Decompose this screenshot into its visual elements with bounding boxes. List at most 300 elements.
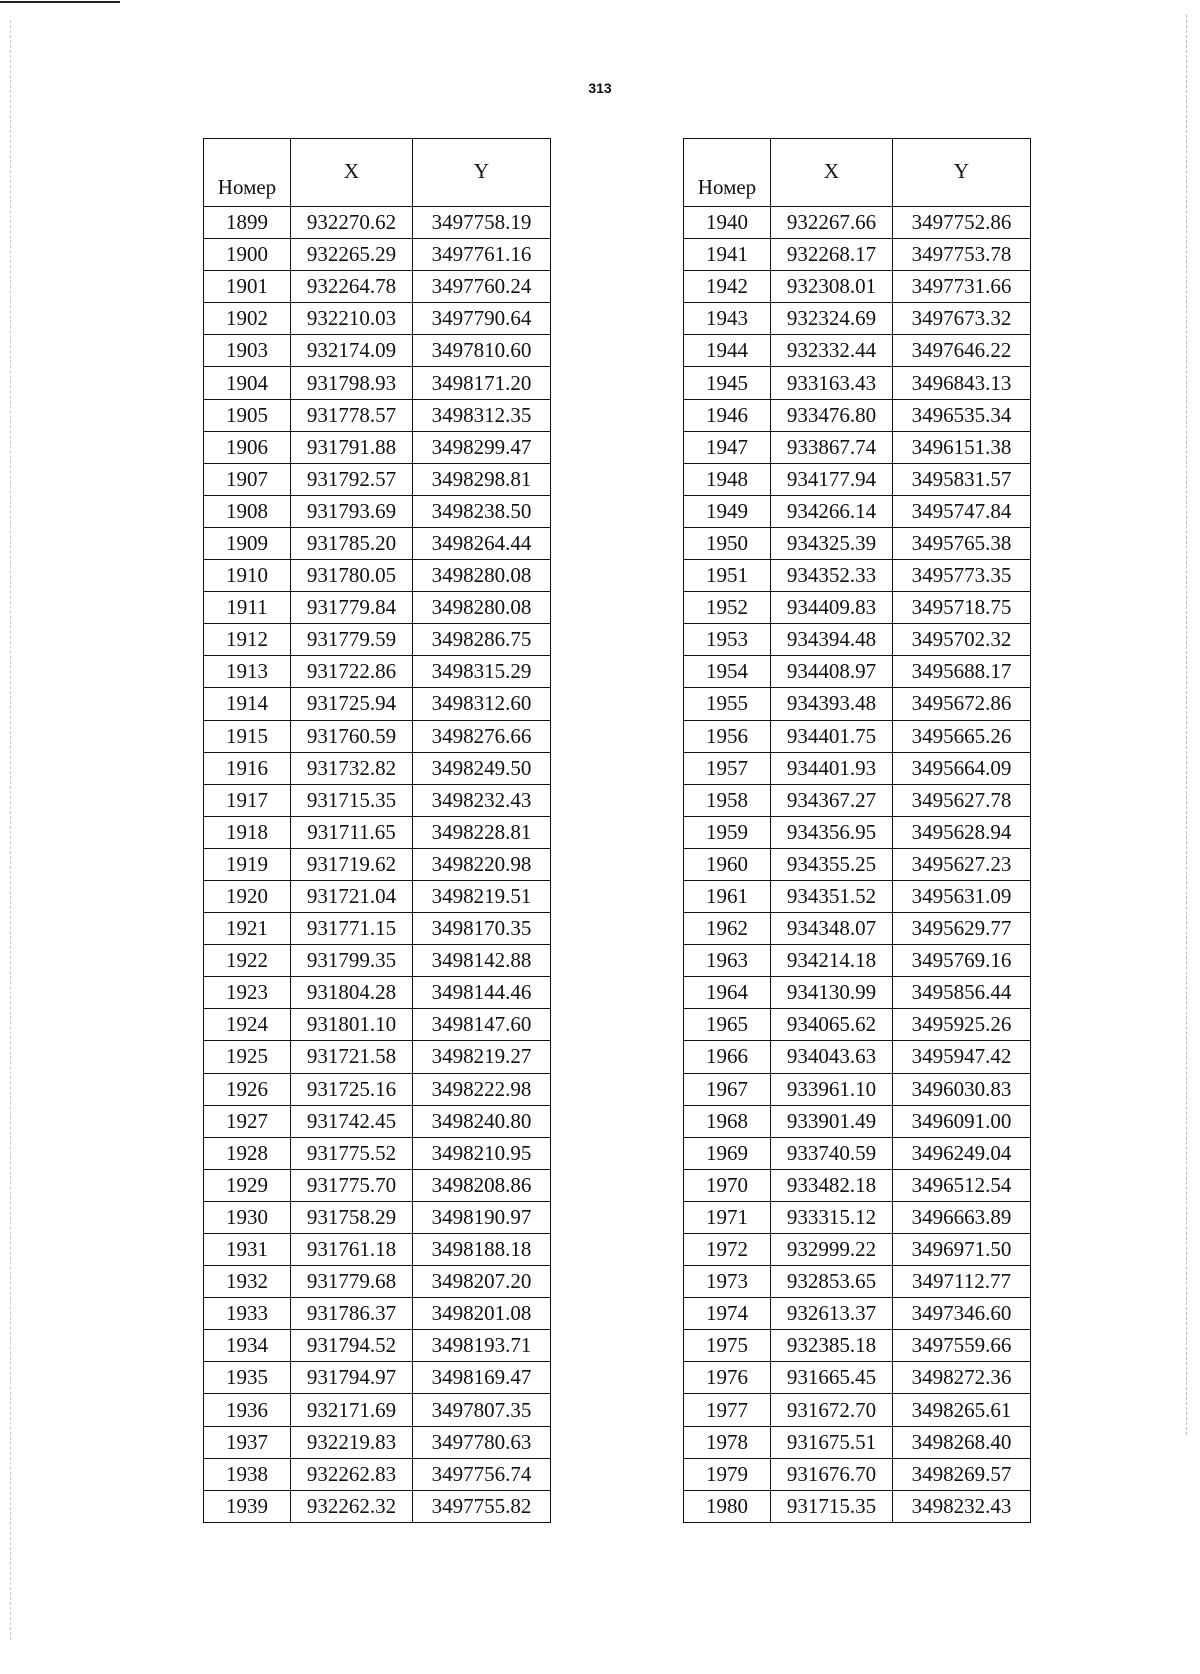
cell-number: 1931 [204, 1234, 291, 1266]
header-y: Y [893, 139, 1031, 207]
cell-number: 1930 [204, 1201, 291, 1233]
cell-y: 3495628.94 [893, 816, 1031, 848]
cell-y: 3498147.60 [413, 1009, 551, 1041]
cell-y: 3498232.43 [893, 1490, 1031, 1522]
cell-x: 931792.57 [291, 463, 413, 495]
table-row [684, 913, 1031, 945]
table-row [204, 1137, 551, 1169]
cell-y: 3498210.95 [413, 1137, 551, 1169]
cell-y: 3497753.78 [893, 239, 1031, 271]
cell-x: 932219.83 [291, 1426, 413, 1458]
cell-number: 1955 [684, 688, 771, 720]
cell-x: 934266.14 [771, 495, 893, 527]
table-row [204, 463, 551, 495]
table-row [204, 367, 551, 399]
cell-x: 931725.16 [291, 1073, 413, 1105]
table-row [684, 495, 1031, 527]
table-row [204, 1073, 551, 1105]
cell-y: 3498208.86 [413, 1169, 551, 1201]
cell-x: 931786.37 [291, 1298, 413, 1330]
table-row [204, 592, 551, 624]
table-row [684, 1041, 1031, 1073]
cell-x: 932613.37 [771, 1298, 893, 1330]
table-row [684, 1266, 1031, 1298]
cell-x: 931665.45 [771, 1362, 893, 1394]
cell-x: 931676.70 [771, 1458, 893, 1490]
cell-number: 1905 [204, 399, 291, 431]
table-row [684, 816, 1031, 848]
cell-y: 3498264.44 [413, 527, 551, 559]
cell-y: 3496249.04 [893, 1137, 1031, 1169]
cell-x: 931794.97 [291, 1362, 413, 1394]
table-row [684, 1298, 1031, 1330]
table-row [684, 207, 1031, 239]
cell-number: 1933 [204, 1298, 291, 1330]
cell-y: 3496030.83 [893, 1073, 1031, 1105]
cell-number: 1964 [684, 977, 771, 1009]
table-row [204, 239, 551, 271]
cell-number: 1949 [684, 495, 771, 527]
table-row [684, 624, 1031, 656]
cell-x: 934352.33 [771, 560, 893, 592]
cell-y: 3495856.44 [893, 977, 1031, 1009]
cell-x: 934348.07 [771, 913, 893, 945]
cell-x: 933163.43 [771, 367, 893, 399]
cell-y: 3498144.46 [413, 977, 551, 1009]
table-row [684, 592, 1031, 624]
cell-x: 932267.66 [771, 207, 893, 239]
cell-x: 931804.28 [291, 977, 413, 1009]
cell-y: 3498315.29 [413, 656, 551, 688]
cell-number: 1920 [204, 880, 291, 912]
cell-number: 1899 [204, 207, 291, 239]
cell-x: 931801.10 [291, 1009, 413, 1041]
cell-number: 1967 [684, 1073, 771, 1105]
table-row [684, 688, 1031, 720]
cell-number: 1903 [204, 335, 291, 367]
cell-y: 3495925.26 [893, 1009, 1031, 1041]
cell-x: 932262.83 [291, 1458, 413, 1490]
cell-number: 1927 [204, 1105, 291, 1137]
cell-number: 1947 [684, 431, 771, 463]
cell-y: 3497780.63 [413, 1426, 551, 1458]
cell-y: 3498286.75 [413, 624, 551, 656]
table-row [204, 656, 551, 688]
cell-x: 932174.09 [291, 335, 413, 367]
cell-x: 934043.63 [771, 1041, 893, 1073]
header-number: Номер [204, 139, 291, 207]
header-x: X [291, 139, 413, 207]
cell-x: 934401.75 [771, 720, 893, 752]
table-row [684, 367, 1031, 399]
cell-x: 931779.84 [291, 592, 413, 624]
cell-y: 3498220.98 [413, 848, 551, 880]
cell-x: 934408.97 [771, 656, 893, 688]
cell-y: 3498201.08 [413, 1298, 551, 1330]
cell-x: 931780.05 [291, 560, 413, 592]
cell-x: 932385.18 [771, 1330, 893, 1362]
cell-y: 3498249.50 [413, 752, 551, 784]
table-row [684, 1490, 1031, 1522]
table-row [684, 1009, 1031, 1041]
table-row [684, 1426, 1031, 1458]
cell-number: 1965 [684, 1009, 771, 1041]
cell-x: 932999.22 [771, 1234, 893, 1266]
cell-number: 1956 [684, 720, 771, 752]
table-row [684, 752, 1031, 784]
cell-number: 1929 [204, 1169, 291, 1201]
table-row [204, 1490, 551, 1522]
cell-x: 932308.01 [771, 271, 893, 303]
cell-number: 1926 [204, 1073, 291, 1105]
cell-y: 3495947.42 [893, 1041, 1031, 1073]
table-row [684, 527, 1031, 559]
cell-number: 1951 [684, 560, 771, 592]
cell-y: 3498207.20 [413, 1266, 551, 1298]
cell-number: 1936 [204, 1394, 291, 1426]
cell-y: 3497112.77 [893, 1266, 1031, 1298]
cell-number: 1952 [684, 592, 771, 624]
cell-number: 1976 [684, 1362, 771, 1394]
table-header-row [684, 139, 1031, 207]
cell-y: 3498170.35 [413, 913, 551, 945]
cell-number: 1971 [684, 1201, 771, 1233]
cell-y: 3497346.60 [893, 1298, 1031, 1330]
table-row [204, 624, 551, 656]
cell-y: 3495765.38 [893, 527, 1031, 559]
cell-y: 3495631.09 [893, 880, 1031, 912]
cell-number: 1966 [684, 1041, 771, 1073]
cell-number: 1925 [204, 1041, 291, 1073]
cell-y: 3495627.78 [893, 784, 1031, 816]
table-row [204, 848, 551, 880]
cell-y: 3498272.36 [893, 1362, 1031, 1394]
cell-x: 934130.99 [771, 977, 893, 1009]
table-row [684, 463, 1031, 495]
scan-edge-right [1186, 15, 1188, 1435]
table-row [204, 1266, 551, 1298]
cell-number: 1968 [684, 1105, 771, 1137]
cell-number: 1944 [684, 335, 771, 367]
cell-x: 931775.52 [291, 1137, 413, 1169]
cell-number: 1941 [684, 239, 771, 271]
header-y: Y [413, 139, 551, 207]
cell-y: 3497673.32 [893, 303, 1031, 335]
cell-x: 931758.29 [291, 1201, 413, 1233]
cell-number: 1919 [204, 848, 291, 880]
cell-y: 3498232.43 [413, 784, 551, 816]
top-edge-line [0, 1, 120, 3]
table-row [204, 752, 551, 784]
table-row [204, 1426, 551, 1458]
cell-x: 931721.58 [291, 1041, 413, 1073]
cell-number: 1972 [684, 1234, 771, 1266]
cell-y: 3497559.66 [893, 1330, 1031, 1362]
cell-x: 931778.57 [291, 399, 413, 431]
cell-x: 933476.80 [771, 399, 893, 431]
scan-edge-left [10, 20, 12, 1640]
table-row [684, 399, 1031, 431]
cell-y: 3497790.64 [413, 303, 551, 335]
table-row [684, 271, 1031, 303]
cell-number: 1909 [204, 527, 291, 559]
table-row [684, 1137, 1031, 1169]
cell-number: 1915 [204, 720, 291, 752]
cell-x: 931775.70 [291, 1169, 413, 1201]
cell-y: 3498169.47 [413, 1362, 551, 1394]
coordinates-table-left [203, 138, 551, 1523]
cell-x: 931760.59 [291, 720, 413, 752]
cell-x: 931794.52 [291, 1330, 413, 1362]
table-row [204, 303, 551, 335]
table-header-row [204, 139, 551, 207]
cell-x: 933961.10 [771, 1073, 893, 1105]
cell-y: 3497756.74 [413, 1458, 551, 1490]
cell-number: 1958 [684, 784, 771, 816]
table-row [204, 335, 551, 367]
table-row [684, 303, 1031, 335]
table-row [684, 1330, 1031, 1362]
cell-number: 1945 [684, 367, 771, 399]
cell-number: 1934 [204, 1330, 291, 1362]
table-row [204, 527, 551, 559]
table-row [204, 1041, 551, 1073]
table-row [684, 1458, 1031, 1490]
cell-y: 3498228.81 [413, 816, 551, 848]
cell-number: 1901 [204, 271, 291, 303]
cell-x: 933315.12 [771, 1201, 893, 1233]
cell-number: 1904 [204, 367, 291, 399]
cell-x: 934367.27 [771, 784, 893, 816]
cell-y: 3495664.09 [893, 752, 1031, 784]
table-row [684, 977, 1031, 1009]
table-row [204, 945, 551, 977]
cell-x: 932210.03 [291, 303, 413, 335]
cell-x: 932270.62 [291, 207, 413, 239]
cell-y: 3498298.81 [413, 463, 551, 495]
table-row [204, 1394, 551, 1426]
cell-number: 1977 [684, 1394, 771, 1426]
table-row [684, 335, 1031, 367]
table-row [684, 656, 1031, 688]
cell-y: 3498240.80 [413, 1105, 551, 1137]
cell-y: 3498222.98 [413, 1073, 551, 1105]
table-row [204, 271, 551, 303]
cell-number: 1942 [684, 271, 771, 303]
cell-y: 3498171.20 [413, 367, 551, 399]
table-row [684, 1234, 1031, 1266]
cell-number: 1943 [684, 303, 771, 335]
cell-y: 3498188.18 [413, 1234, 551, 1266]
cell-x: 931761.18 [291, 1234, 413, 1266]
cell-number: 1914 [204, 688, 291, 720]
table-row [204, 720, 551, 752]
table-row [204, 495, 551, 527]
cell-number: 1961 [684, 880, 771, 912]
cell-x: 931771.15 [291, 913, 413, 945]
cell-number: 1937 [204, 1426, 291, 1458]
cell-x: 933901.49 [771, 1105, 893, 1137]
cell-x: 933740.59 [771, 1137, 893, 1169]
cell-y: 3496971.50 [893, 1234, 1031, 1266]
table-row [204, 880, 551, 912]
cell-y: 3498269.57 [893, 1458, 1031, 1490]
cell-number: 1932 [204, 1266, 291, 1298]
cell-x: 934355.25 [771, 848, 893, 880]
cell-x: 932264.78 [291, 271, 413, 303]
table-row [204, 1362, 551, 1394]
table-row [684, 431, 1031, 463]
cell-y: 3497752.86 [893, 207, 1031, 239]
cell-number: 1935 [204, 1362, 291, 1394]
header-x: X [771, 139, 893, 207]
cell-x: 931721.04 [291, 880, 413, 912]
table-row [684, 1105, 1031, 1137]
cell-number: 1922 [204, 945, 291, 977]
cell-x: 934065.62 [771, 1009, 893, 1041]
cell-x: 934393.48 [771, 688, 893, 720]
cell-x: 934351.52 [771, 880, 893, 912]
cell-number: 1960 [684, 848, 771, 880]
cell-number: 1921 [204, 913, 291, 945]
cell-x: 931799.35 [291, 945, 413, 977]
cell-y: 3497646.22 [893, 335, 1031, 367]
cell-number: 1962 [684, 913, 771, 945]
cell-y: 3498219.27 [413, 1041, 551, 1073]
table-row [684, 1073, 1031, 1105]
table-row [204, 1169, 551, 1201]
page-number: 313 [588, 80, 612, 96]
cell-y: 3498142.88 [413, 945, 551, 977]
cell-x: 931722.86 [291, 656, 413, 688]
cell-number: 1978 [684, 1426, 771, 1458]
table-body [684, 207, 1031, 1523]
cell-x: 934394.48 [771, 624, 893, 656]
table-body [204, 207, 551, 1523]
cell-number: 1900 [204, 239, 291, 271]
cell-number: 1939 [204, 1490, 291, 1522]
cell-x: 932171.69 [291, 1394, 413, 1426]
cell-x: 934409.83 [771, 592, 893, 624]
cell-y: 3498280.08 [413, 592, 551, 624]
cell-number: 1913 [204, 656, 291, 688]
cell-y: 3497755.82 [413, 1490, 551, 1522]
table-row [684, 720, 1031, 752]
cell-y: 3498280.08 [413, 560, 551, 592]
cell-number: 1974 [684, 1298, 771, 1330]
cell-x: 931791.88 [291, 431, 413, 463]
cell-x: 933482.18 [771, 1169, 893, 1201]
coordinates-table-right [683, 138, 1031, 1523]
cell-x: 931672.70 [771, 1394, 893, 1426]
cell-number: 1907 [204, 463, 291, 495]
table-row [204, 913, 551, 945]
cell-y: 3495702.32 [893, 624, 1031, 656]
cell-y: 3496535.34 [893, 399, 1031, 431]
cell-number: 1918 [204, 816, 291, 848]
cell-number: 1980 [684, 1490, 771, 1522]
cell-number: 1957 [684, 752, 771, 784]
table-row [204, 399, 551, 431]
cell-x: 931715.35 [291, 784, 413, 816]
cell-number: 1970 [684, 1169, 771, 1201]
cell-number: 1938 [204, 1458, 291, 1490]
cell-y: 3495769.16 [893, 945, 1031, 977]
cell-x: 934177.94 [771, 463, 893, 495]
cell-number: 1954 [684, 656, 771, 688]
cell-x: 931785.20 [291, 527, 413, 559]
cell-y: 3497761.16 [413, 239, 551, 271]
cell-y: 3498268.40 [893, 1426, 1031, 1458]
cell-number: 1953 [684, 624, 771, 656]
cell-number: 1940 [684, 207, 771, 239]
cell-x: 932262.32 [291, 1490, 413, 1522]
cell-number: 1910 [204, 560, 291, 592]
cell-y: 3498219.51 [413, 880, 551, 912]
cell-y: 3495629.77 [893, 913, 1031, 945]
cell-y: 3498299.47 [413, 431, 551, 463]
cell-y: 3498312.35 [413, 399, 551, 431]
cell-y: 3498276.66 [413, 720, 551, 752]
cell-number: 1963 [684, 945, 771, 977]
table-row [684, 848, 1031, 880]
table-row [204, 688, 551, 720]
cell-number: 1969 [684, 1137, 771, 1169]
cell-y: 3498238.50 [413, 495, 551, 527]
cell-y: 3495672.86 [893, 688, 1031, 720]
cell-y: 3495773.35 [893, 560, 1031, 592]
cell-y: 3497758.19 [413, 207, 551, 239]
table-row [204, 1009, 551, 1041]
cell-x: 931779.68 [291, 1266, 413, 1298]
table-row [204, 1105, 551, 1137]
cell-y: 3495627.23 [893, 848, 1031, 880]
cell-y: 3496091.00 [893, 1105, 1031, 1137]
table-row [204, 784, 551, 816]
cell-x: 931732.82 [291, 752, 413, 784]
cell-x: 931719.62 [291, 848, 413, 880]
cell-y: 3496151.38 [893, 431, 1031, 463]
cell-y: 3498190.97 [413, 1201, 551, 1233]
table-row [684, 880, 1031, 912]
cell-number: 1906 [204, 431, 291, 463]
cell-x: 932332.44 [771, 335, 893, 367]
table-row [684, 1394, 1031, 1426]
cell-number: 1923 [204, 977, 291, 1009]
cell-y: 3495747.84 [893, 495, 1031, 527]
table-row [204, 816, 551, 848]
cell-y: 3496512.54 [893, 1169, 1031, 1201]
cell-y: 3497731.66 [893, 271, 1031, 303]
table-row [684, 1201, 1031, 1233]
cell-x: 931779.59 [291, 624, 413, 656]
table-row [204, 1458, 551, 1490]
cell-x: 931793.69 [291, 495, 413, 527]
cell-x: 931742.45 [291, 1105, 413, 1137]
cell-number: 1924 [204, 1009, 291, 1041]
cell-number: 1912 [204, 624, 291, 656]
cell-x: 931798.93 [291, 367, 413, 399]
cell-y: 3496843.13 [893, 367, 1031, 399]
table-row [204, 1330, 551, 1362]
table-row [204, 1234, 551, 1266]
cell-number: 1979 [684, 1458, 771, 1490]
cell-y: 3496663.89 [893, 1201, 1031, 1233]
cell-number: 1975 [684, 1330, 771, 1362]
cell-number: 1959 [684, 816, 771, 848]
cell-x: 931715.35 [771, 1490, 893, 1522]
cell-x: 934325.39 [771, 527, 893, 559]
